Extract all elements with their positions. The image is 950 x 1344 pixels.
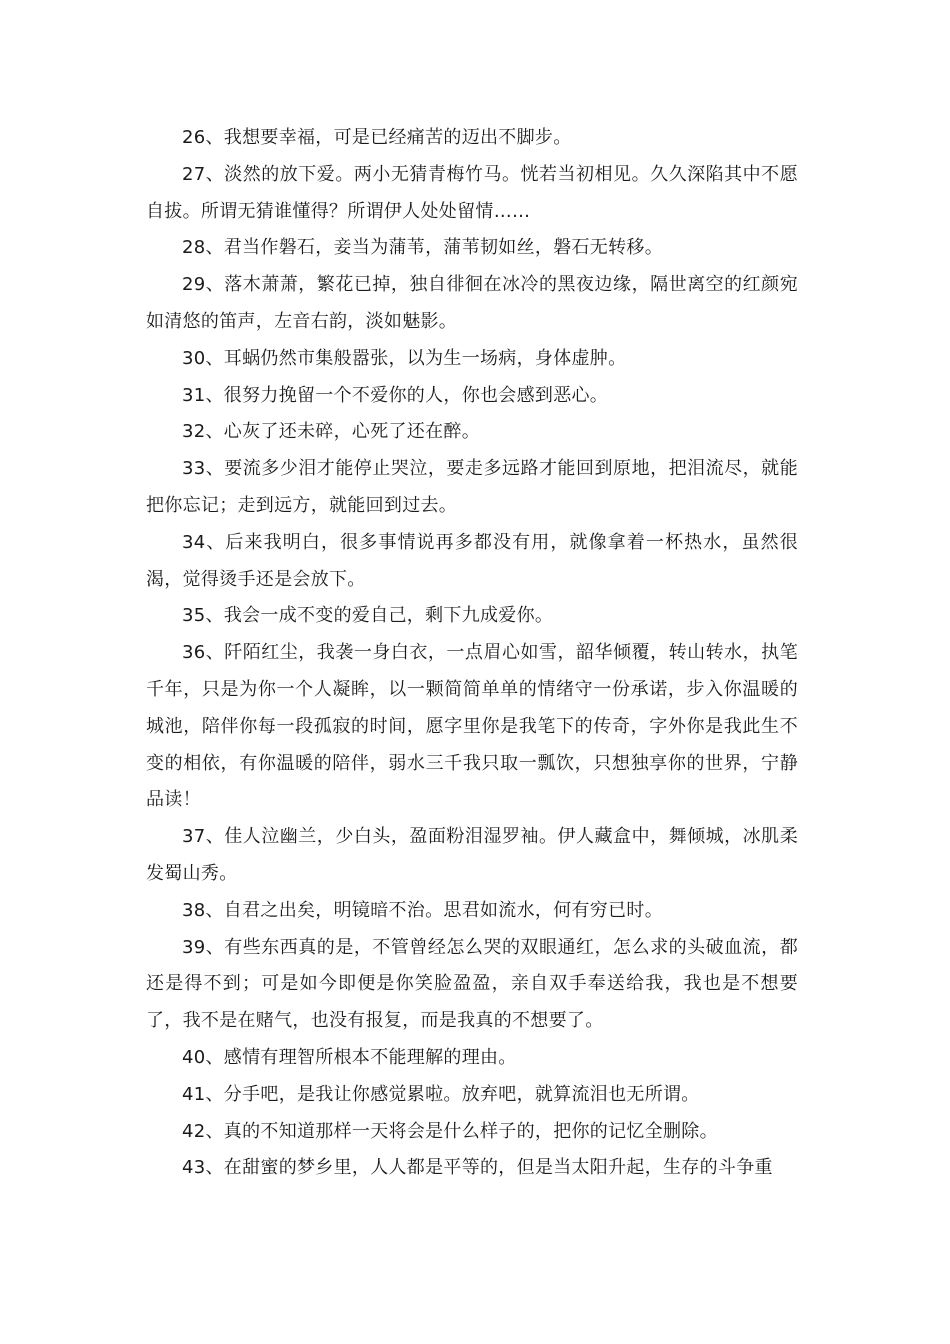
paragraph-34: 34、后来我明白，很多事情说再多都没有用，就像拿着一杯热水，虽然很渴，觉得烫手还是会放下。	[146, 531, 798, 590]
paragraph-32: 32、心灰了还未碎，心死了还在醉。	[182, 421, 481, 443]
paragraph-39: 39、有些东西真的是，不管曾经怎么哭的双眼通红，怎么求的头破血流，都还是得不到；可是如今即便是你笑脸盈盈，亲自双手奉送给我，我也是不想要了，我不是在赌气，也没有报复，而是我真的不想要了。	[146, 936, 798, 1032]
paragraph-35: 35、我会一成不变的爱自己，剩下九成爱你。	[182, 605, 554, 627]
paragraph-28: 28、君当作磐石，妾当为蒲苇，蒲苇韧如丝，磐石无转移。	[182, 237, 664, 259]
paragraph-36: 36、阡陌红尘，我袭一身白衣，一点眉心如雪，韶华倾覆，转山转水，执笔千年，只是为你一个人凝眸，以一颗简简单单的情绪守一份承诺，步入你温暖的城池，陪伴你每一段孤寂的时间，愿字里你是我笔下的传奇，字外你是我此生不变的相依，有你温暖的陪伴，弱水三千我只取一瓢饮，只想独享你的世界，宁静品读！	[146, 642, 798, 811]
paragraph-30: 30、耳蜗仍然市集般嚣张，以为生一场病，身体虚肿。	[182, 347, 627, 369]
paragraph-41: 41、分手吧，是我让你感觉累啦。放弃吧，就算流泪也无所谓。	[182, 1083, 700, 1105]
paragraph-37: 37、佳人泣幽兰，少白头，盈面粉泪湿罗袖。伊人藏盒中，舞倾城，冰肌柔发蜀山秀。	[146, 826, 798, 884]
paragraph-29: 29、落木萧萧，繁花已掉，独自徘徊在冰冷的黑夜边缘，隔世离空的红颜宛如清悠的笛声，左音右韵，淡如魅影。	[146, 274, 798, 332]
paragraph-31: 31、很努力挽留一个不爱你的人，你也会感到恶心。	[182, 384, 609, 406]
paragraph-26: 26、我想要幸福，可是已经痛苦的迈出不脚步。	[182, 127, 572, 148]
paragraph-27: 27、淡然的放下爱。两小无猜青梅竹马。恍若当初相见。久久深陷其中不愿自拔。所谓无猜谁懂得？所谓伊人处处留情……	[146, 163, 798, 222]
document-body	[146, 120, 798, 1187]
paragraph-42: 42、真的不知道那样一天将会是什么样子的，把你的记忆全删除。	[182, 1120, 718, 1142]
paragraph-43: 43、在甜蜜的梦乡里，人人都是平等的，但是当太阳升起，生存的斗争重	[182, 1157, 773, 1179]
paragraph-38: 38、自君之出矣，明镜暗不治。思君如流水，何有穷已时。	[182, 899, 664, 921]
paragraph-40: 40、感情有理智所根本不能理解的理由。	[182, 1046, 517, 1068]
paragraph-33: 33、要流多少泪才能停止哭泣，要走多远路才能回到原地，把泪流尽，就能把你忘记；走到远方，就能回到过去。	[146, 458, 798, 516]
